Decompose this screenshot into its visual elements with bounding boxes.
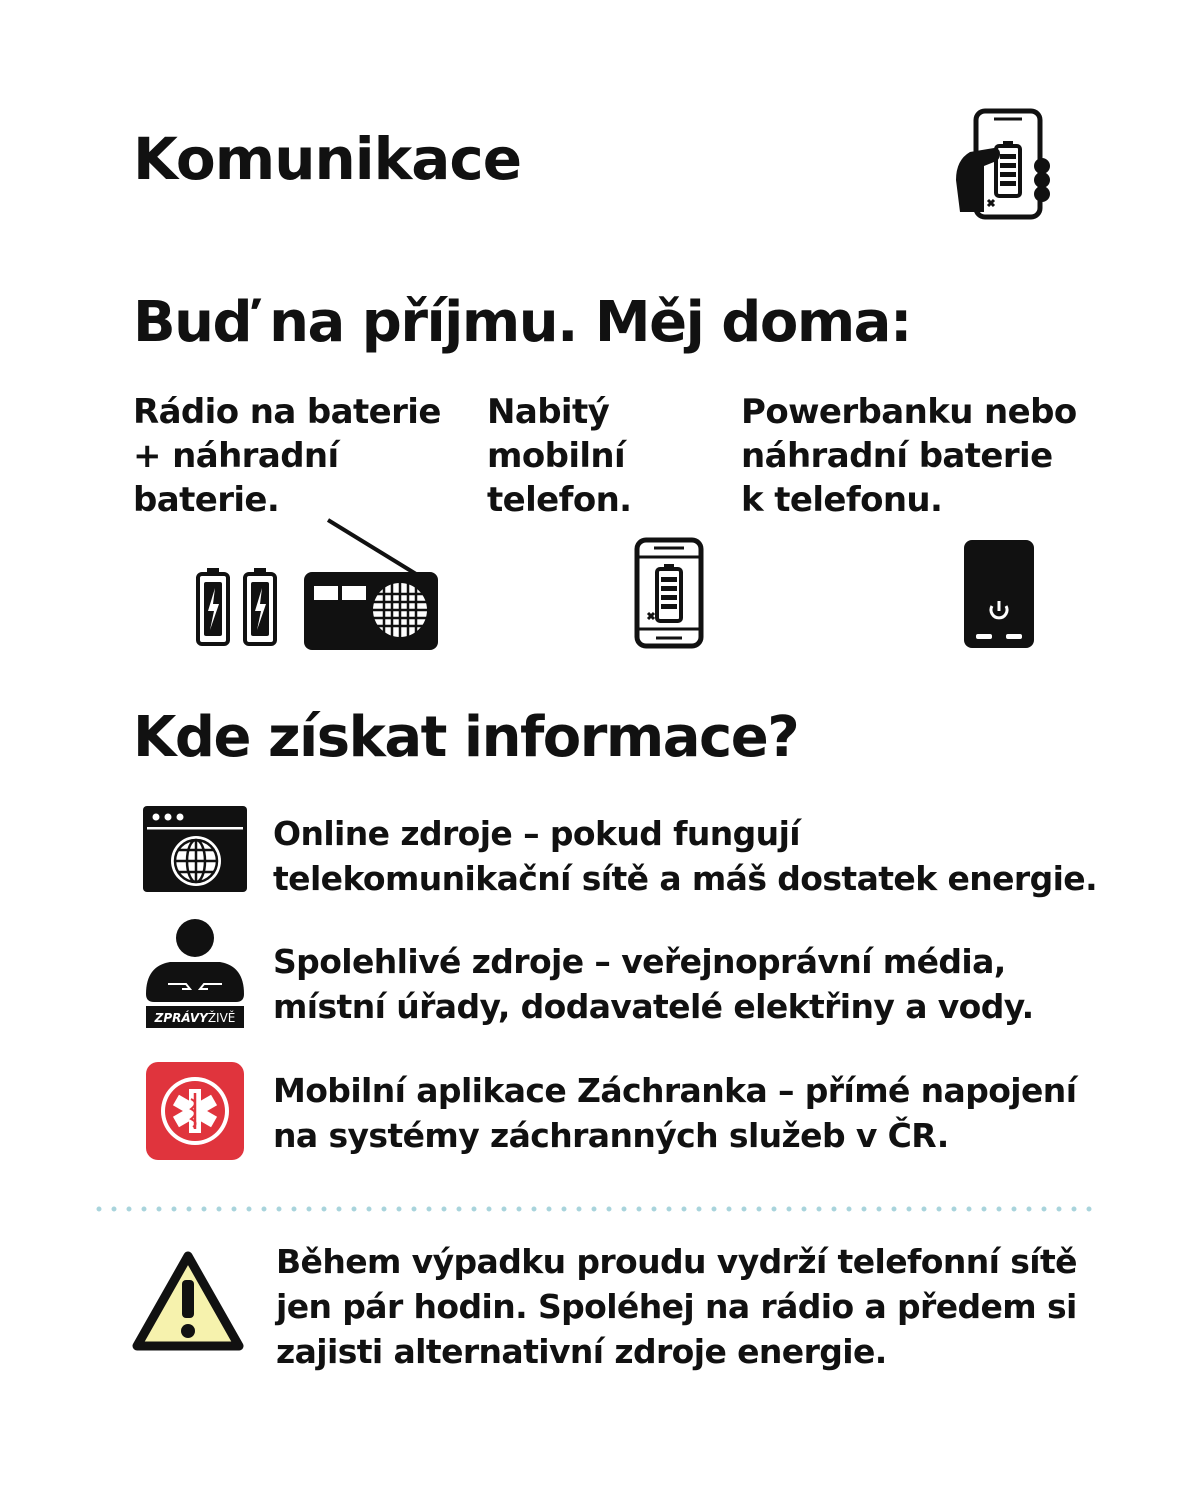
zachranka-app-icon	[145, 1061, 245, 1161]
info-item-text: Online zdroje – pokud fungují	[273, 814, 801, 853]
prepare-item-text: telefon.	[487, 480, 632, 520]
prepare-item-radio	[133, 390, 473, 522]
news-presenter-icon	[142, 918, 248, 1030]
prepare-item-powerbank	[741, 390, 1101, 522]
info-item-text: na systémy záchranných služeb v ČR.	[273, 1116, 949, 1155]
info-item-text: Spolehlivé zdroje – veřejnoprávní média,	[273, 942, 1006, 981]
info-item-online	[273, 811, 1097, 901]
web-globe-icon	[142, 805, 248, 893]
prepare-item-text: k telefonu.	[741, 480, 943, 520]
page-title: Komunikace	[133, 125, 522, 193]
info-item-text: místní úřady, dodavatelé elektřiny a vody.	[273, 987, 1034, 1026]
prepare-item-text: + náhradní	[133, 436, 339, 476]
warning-text-line: Během výpadku proudu vydrží telefonní sítě	[276, 1242, 1077, 1281]
dotted-divider	[96, 1205, 1106, 1213]
info-item-text: Mobilní aplikace Záchranka – přímé napojení	[273, 1071, 1077, 1110]
prepare-item-text: mobilní	[487, 436, 626, 476]
warning-triangle-icon	[131, 1250, 245, 1354]
news-badge-part1: ZPRÁVY	[154, 1011, 208, 1025]
powerbank-icon	[962, 538, 1036, 650]
warning-text-line: zajisti alternativní zdroje energie.	[276, 1332, 887, 1371]
phone-in-hand-icon	[954, 108, 1054, 220]
prepare-item-phone	[487, 390, 717, 522]
radio-batteries-icon	[194, 516, 440, 652]
warning-text	[276, 1239, 1077, 1374]
info-item-text: telekomunikační sítě a máš dostatek energie.	[273, 859, 1098, 898]
prepare-item-text: Powerbanku nebo	[741, 392, 1077, 432]
prepare-item-text: Rádio na baterie	[133, 392, 441, 432]
svg-text:ZPRÁVYŽIVĚ	[154, 1010, 236, 1025]
charged-phone-icon	[634, 537, 704, 649]
info-item-app	[273, 1068, 1076, 1158]
section-heading-prepare: Buď na příjmu. Měj doma:	[133, 290, 911, 355]
warning-text-line: jen pár hodin. Spoléhej na rádio a předem si	[276, 1287, 1077, 1326]
info-item-reliable	[273, 939, 1034, 1029]
prepare-item-text: baterie.	[133, 480, 280, 520]
news-badge-part2: ŽIVĚ	[207, 1011, 236, 1025]
prepare-item-text: náhradní baterie	[741, 436, 1053, 476]
prepare-item-text: Nabitý	[487, 392, 610, 432]
section-heading-info: Kde získat informace?	[133, 705, 799, 770]
